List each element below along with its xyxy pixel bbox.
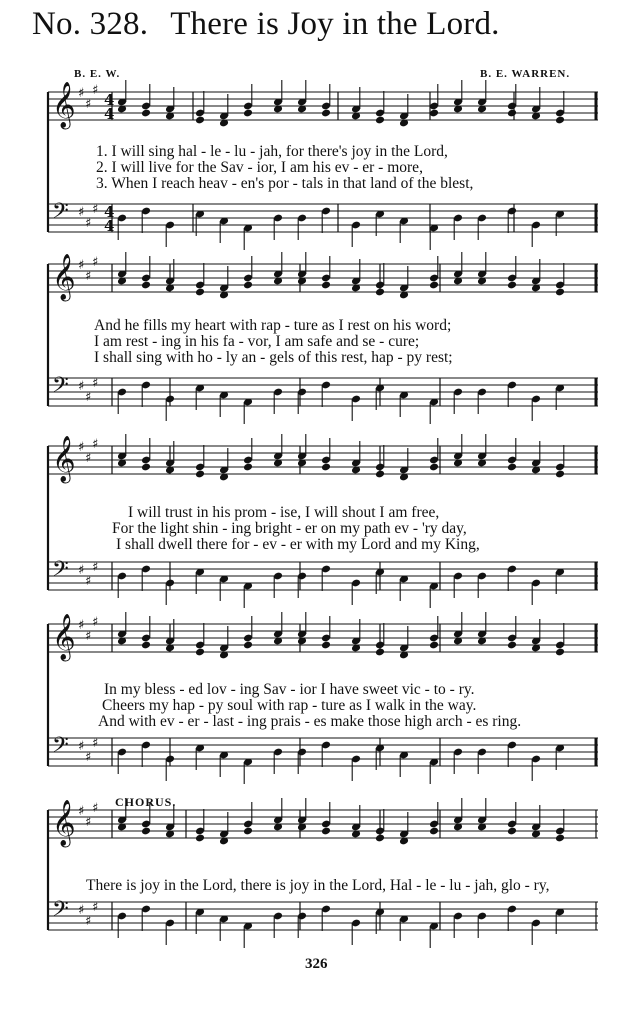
note-head (429, 463, 439, 472)
note-head (375, 288, 385, 297)
sharp-icon: ♯ (92, 255, 99, 270)
note-head (321, 463, 331, 472)
bass-clef-icon: 𝄢 (52, 897, 69, 927)
sharp-icon: ♯ (92, 560, 99, 575)
note-head (375, 834, 385, 843)
sharp-icon: ♯ (92, 202, 99, 217)
bass-clef-icon: 𝄢 (52, 199, 69, 229)
sharp-icon: ♯ (78, 618, 85, 633)
treble-clef-icon: 𝄞 (52, 254, 76, 300)
lyric-s1-v2: 2. I will live for the Sav - ior, I am his ev - er - more, (96, 159, 423, 176)
sharp-icon: ♯ (85, 451, 92, 466)
hymn-title: There is Joy in the Lord. (170, 6, 500, 42)
sharp-icon: ♯ (92, 376, 99, 391)
note-head (507, 109, 517, 118)
sharp-icon: ♯ (85, 216, 92, 231)
bass-clef-icon: 𝄢 (52, 373, 69, 403)
sharp-icon: ♯ (78, 804, 85, 819)
note-head (243, 109, 253, 118)
note-head (555, 648, 565, 657)
sharp-icon: ♯ (85, 815, 92, 830)
lyric-s4-v1: In my bless - ed lov - ing Sav - ior I have sweet vic - to - ry. (104, 681, 475, 698)
treble-clef-icon: 𝄞 (52, 436, 76, 482)
note-head (555, 116, 565, 125)
note-head (243, 281, 253, 290)
sharp-icon: ♯ (85, 629, 92, 644)
note-head (375, 116, 385, 125)
sharp-icon: ♯ (92, 437, 99, 452)
note-head (429, 827, 439, 836)
sharp-icon: ♯ (78, 379, 85, 394)
note-head (195, 116, 205, 125)
chorus-label: CHORUS. (115, 795, 177, 809)
lyric-s3-v1: I will trust in his prom - ise, I will shout I am free, (128, 504, 440, 521)
note-head (555, 288, 565, 297)
hymn-number: No. 328. (32, 6, 149, 42)
sharp-icon: ♯ (78, 440, 85, 455)
note-head (141, 827, 151, 836)
time-signature-bottom: 4 (104, 217, 115, 235)
note-head (195, 470, 205, 479)
music-credit: B. E. WARREN. (480, 68, 571, 80)
lyric-s2-v2: I am rest - ing in his fa - vor, I am safe and se - cure; (94, 333, 420, 350)
note-head (141, 109, 151, 118)
sharp-icon: ♯ (92, 900, 99, 915)
sharp-icon: ♯ (85, 750, 92, 765)
sharp-icon: ♯ (85, 269, 92, 284)
lyric-s2-v3: I shall sing with ho - ly an - gels of this rest, hap - py rest; (94, 349, 453, 366)
note-head (507, 281, 517, 290)
lyric-s1-v1: 1. I will sing hal - le - lu - jah, for there's joy in the Lord, (96, 143, 448, 160)
sharp-icon: ♯ (92, 736, 99, 751)
note-head (507, 641, 517, 650)
sharp-icon: ♯ (78, 205, 85, 220)
bass-clef-icon: 𝄢 (52, 557, 69, 587)
sharp-icon: ♯ (92, 83, 99, 98)
note-head (321, 281, 331, 290)
note-head (321, 109, 331, 118)
treble-clef-icon: 𝄞 (52, 800, 76, 846)
note-head (429, 281, 439, 290)
treble-clef-icon: 𝄞 (52, 82, 76, 128)
bass-clef-icon: 𝄢 (52, 733, 69, 763)
sharp-icon: ♯ (78, 86, 85, 101)
note-head (555, 470, 565, 479)
words-credit: B. E. W. (74, 68, 121, 80)
note-head (243, 641, 253, 650)
sharp-icon: ♯ (92, 615, 99, 630)
note-head (243, 463, 253, 472)
lyric-s3-v2: For the light shin - ing bright - er on my path ev - 'ry day, (112, 520, 467, 537)
note-head (141, 641, 151, 650)
sharp-icon: ♯ (78, 903, 85, 918)
sharp-icon: ♯ (78, 258, 85, 273)
note-head (507, 463, 517, 472)
note-head (195, 288, 205, 297)
time-signature-top: 4 (104, 91, 115, 109)
note-head (195, 834, 205, 843)
lyric-s1-v3: 3. When I reach heav - en's por - tals in that land of the blest, (96, 175, 474, 192)
sharp-icon: ♯ (78, 563, 85, 578)
note-head (429, 641, 439, 650)
lyric-s4-v3: And with ev - er - last - ing prais - es make those high arch - es ring. (98, 713, 522, 730)
note-head (141, 463, 151, 472)
note-head (243, 827, 253, 836)
sharp-icon: ♯ (85, 390, 92, 405)
note-head (507, 827, 517, 836)
note-head (321, 641, 331, 650)
note-head (375, 648, 385, 657)
note-head (321, 827, 331, 836)
treble-clef-icon: 𝄞 (52, 614, 76, 660)
lyric-s5-chorus: There is joy in the Lord, there is joy in the Lord, Hal - le - lu - jah, glo - ry, (86, 877, 550, 894)
time-signature-bottom: 4 (104, 105, 115, 123)
sharp-icon: ♯ (78, 739, 85, 754)
sharp-icon: ♯ (85, 914, 92, 929)
time-signature-top: 4 (104, 203, 115, 221)
note-head (375, 470, 385, 479)
sharp-icon: ♯ (92, 801, 99, 816)
sharp-icon: ♯ (85, 574, 92, 589)
note-head (141, 281, 151, 290)
lyric-s3-v3: I shall dwell there for - ev - er with my Lord and my King, (116, 536, 480, 553)
note-head (195, 648, 205, 657)
lyric-s4-v2: Cheers my hap - py soul with rap - ture as I walk in the way. (102, 697, 477, 714)
note-head (555, 834, 565, 843)
sharp-icon: ♯ (85, 97, 92, 112)
lyric-s2-v1: And he fills my heart with rap - ture as I rest on his word; (94, 317, 452, 334)
page-number: 326 (305, 956, 328, 972)
